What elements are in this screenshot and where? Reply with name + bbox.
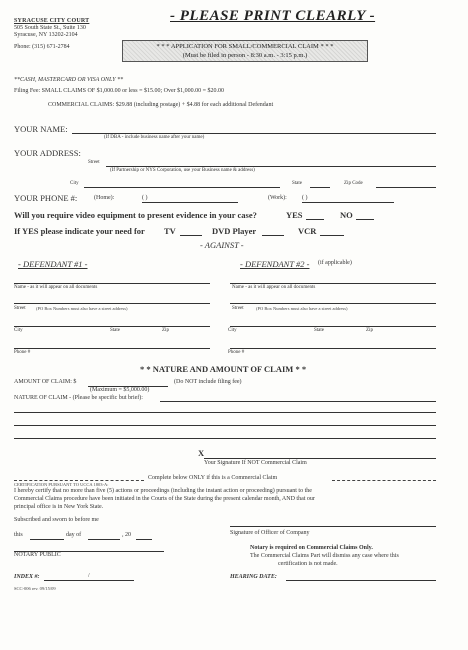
tv-label: TV [164,226,176,236]
tv-field[interactable] [180,235,202,236]
application-title: * * * APPLICATION FOR SMALL/COMMERCIAL CLAIM * * * [156,43,334,50]
application-note: (Must be filed in person - 8:30 a.m. - 3:15 p.m.) [182,52,308,59]
home-phone-field[interactable] [142,202,238,203]
home-area-code: ( ) [142,195,148,201]
defendant-2-city-label: City [228,328,237,333]
defendant-1-name-field[interactable] [14,283,210,284]
nature-line-4[interactable] [14,438,436,439]
signature-label: Your Signature If NOT Commercial Claim [204,460,307,466]
defendant-2-street-label: Street [232,306,244,311]
signature-field[interactable] [204,458,436,459]
nature-line-2[interactable] [14,412,436,413]
work-phone-label: (Work): [268,195,287,201]
video-need-label: If YES please indicate your need for [14,226,145,236]
your-phone-label: YOUR PHONE #: [14,193,78,203]
your-address-label: YOUR ADDRESS: [14,148,81,158]
court-address-1: 505 South State St., Suite 130 [14,25,86,31]
your-name-hint: (If DBA - include business name after your name) [104,135,205,140]
court-phone: Phone: (315) 671-2784 [14,44,70,50]
divider-right [332,480,436,481]
nature-line-1[interactable] [160,401,436,402]
defendant-1-state-label: State [110,328,120,333]
nature-line-3[interactable] [14,425,436,426]
index-slash: / [88,573,90,579]
signature-x-mark: X [198,448,205,458]
defendant-2-note: (if applicable) [318,260,352,266]
court-address-2: Syracuse, NY 13202-2104 [14,32,78,38]
video-no-field[interactable] [356,219,374,220]
hearing-date-field[interactable] [286,580,436,581]
officer-signature-field[interactable] [230,526,436,527]
application-title-box [122,40,368,62]
officer-signature-label: Signature of Officer of Company [230,530,310,536]
this-label: this [14,532,23,538]
against-heading: - AGAINST - [200,240,244,250]
notary-requirement-3: certification is not made. [278,561,338,567]
your-street-field[interactable] [106,166,436,167]
notary-requirement-1: Notary is required on Commercial Claims Only. [250,545,373,551]
certification-text-3: principal office is in New York State. [14,504,104,510]
subscribed-label: Subscribed and sworn to before me [14,517,99,523]
defendant-2-street-field[interactable] [230,303,436,304]
court-info [14,18,89,51]
month-field[interactable] [88,539,120,540]
video-yes-label: YES [286,210,303,220]
year-label: , 20 [122,532,131,538]
divider-left [14,480,144,481]
defendant-1-zip-label: Zip [162,328,169,333]
certification-text-1: I hereby certify that no more than five (5) actions or proceedings (including the instant action or proceeding) pursuant to the [14,488,312,494]
print-clearly-banner: - PLEASE PRINT CLEARLY - [170,8,376,24]
defendant-2-name-field[interactable] [230,283,436,284]
day-of-label: day of [66,532,82,538]
address-hint: (If Partnership or NYS Corporation, use your Business name & address) [110,168,255,173]
defendant-2-phone-label: Phone # [228,350,245,355]
defendant-1-heading: - DEFENDANT #1 - [18,259,88,269]
defendant-2-name-label: Name - as it will appear on all documents [232,285,316,290]
dvd-label: DVD Player [212,226,257,236]
notary-public-label: NOTARY PUBLIC [14,552,61,558]
defendant-1-phone-field[interactable] [14,348,210,349]
defendant-2-city-field[interactable] [230,326,436,327]
defendant-1-city-label: City [14,328,23,333]
address-city-label: City [70,181,79,186]
dvd-field[interactable] [262,235,284,236]
commercial-fee: COMMERCIAL CLAIMS: $29.88 (including postage) + $4.88 for each additional Defendant [48,102,274,108]
filing-fee: Filing Fee: SMALL CLAIMS OF $1,000.00 or less = $15.00; Over $1,000.00 = $20.00 [14,88,225,94]
video-no-label: NO [340,210,353,220]
nature-heading: * * NATURE AND AMOUNT OF CLAIM * * [140,364,307,374]
day-field[interactable] [30,539,64,540]
your-state-field[interactable] [310,187,330,188]
defendant-1-phone-label: Phone # [14,350,31,355]
address-state-label: State [292,181,302,186]
payment-methods: **CASH, MASTERCARD OR VISA ONLY ** [14,77,124,83]
work-area-code: ( ) [302,195,308,201]
defendant-1-name-label: Name - as it will appear on all documents [14,285,98,290]
your-zip-field[interactable] [376,187,436,188]
index-field[interactable] [44,580,134,581]
defendant-2-street-hint: (PO Box Numbers must also have a street address) [256,306,348,311]
hearing-date-label: HEARING DATE: [230,574,277,580]
year-field[interactable] [136,539,152,540]
defendant-2-phone-field[interactable] [230,348,436,349]
defendant-1-street-label: Street [14,306,26,311]
defendant-1-city-field[interactable] [14,326,210,327]
certification-heading: CERTIFICATION PURSUANT TO UCCA 1803-A: [14,482,109,487]
video-yes-field[interactable] [306,219,324,220]
amount-label: AMOUNT OF CLAIM: $ [14,379,77,385]
address-zip-label: Zip Code [344,181,363,186]
commercial-divider: Complete below ONLY if this is a Commercial Claim [148,475,278,481]
defendant-2-zip-label: Zip [366,328,373,333]
work-phone-field[interactable] [302,202,394,203]
defendant-1-street-hint: (PO Box Numbers must also have a street address) [36,306,128,311]
your-name-label: YOUR NAME: [14,124,68,134]
your-name-field[interactable] [72,133,436,134]
video-question: Will you require video equipment to present evidence in your case? [14,210,257,220]
notary-requirement-2: The Commercial Claims Part will dismiss any case where this [250,553,399,559]
defendant-1-street-field[interactable] [14,303,210,304]
defendant-2-state-label: State [314,328,324,333]
vcr-label: VCR [298,226,317,236]
amount-note: (Do NOT include filing fee) [174,379,242,385]
home-phone-label: (Home): [94,195,115,201]
vcr-field[interactable] [320,235,344,236]
defendant-2-heading: - DEFENDANT #2 - [240,259,310,269]
court-name: SYRACUSE CITY COURT [14,18,90,24]
amount-maximum: (Maximum = $5,000.00) [90,387,150,393]
address-street-label: Street [88,160,100,165]
form-id: SCC-006 rev. 09/15/09 [14,586,56,591]
certification-text-2: Commercial Claims procedure have been initiated in the Courts of the State during the present calendar month, AND that our [14,496,315,502]
index-label: INDEX #: [14,574,40,580]
nature-label: NATURE OF CLAIM - (Please be specific but brief): [14,395,143,401]
your-city-field[interactable] [84,187,280,188]
